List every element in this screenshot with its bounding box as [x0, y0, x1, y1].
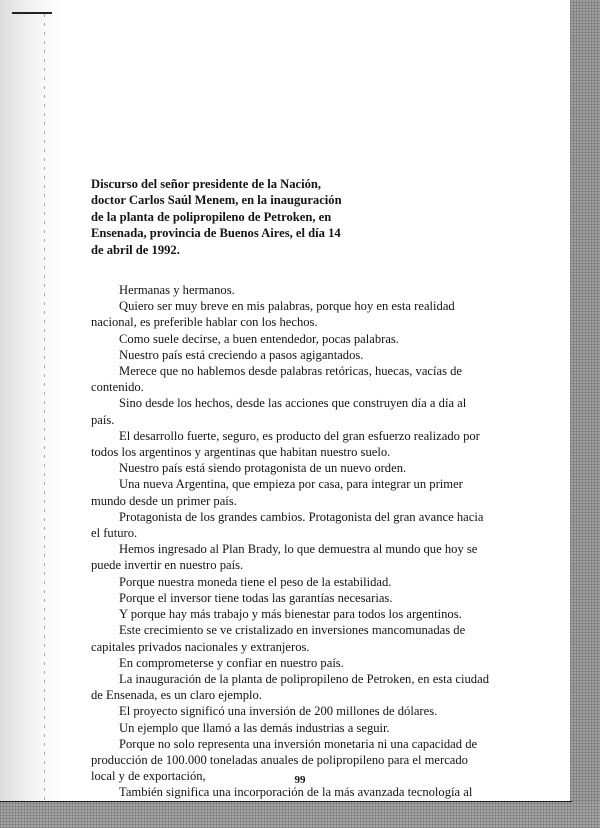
paragraph: El proyecto significó una inversión de 200 millones de dólares. [119, 704, 438, 719]
paragraph: Y porque hay más trabajo y más bienestar para todos los argentinos. [119, 607, 462, 622]
heading-line: Ensenada, provincia de Buenos Aires, el día 14 [91, 226, 341, 241]
scan-bottom-edge [0, 802, 600, 828]
heading-line: de la planta de polipropileno de Petroken, en [91, 209, 332, 224]
scan-corner-mark [12, 12, 52, 40]
paragraph: Nuestro país está siendo protagonista de un nuevo orden. [119, 461, 407, 476]
paragraph: También significa una incorporación de la más avanzada tecnología al [119, 785, 473, 800]
paragraph: Quiero ser muy breve en mis palabras, porque hoy en esta realidad nacional, es preferible hablar con los hechos. [91, 299, 455, 330]
paragraph: Este crecimiento se ve cristalizado en inversiones mancomunadas de capitales privados nacionales y extranjeros. [91, 623, 466, 654]
heading-line: de abril de 1992. [91, 242, 180, 257]
paragraph: Una nueva Argentina, que empieza por casa, para integrar un primer mundo desde un primer país. [91, 477, 463, 508]
paragraph: Un ejemplo que llamó a las demás industrias a seguir. [119, 720, 390, 735]
paragraph: El desarrollo fuerte, seguro, es producto del gran esfuerzo realizado por todos los argentinos y argentinas que habitan nuestro suelo. [91, 428, 480, 460]
paragraph: Porque el inversor tiene todas las garantías necesarias. [119, 590, 393, 605]
scan-right-edge [570, 0, 600, 828]
document-heading [91, 176, 491, 258]
paragraph: Hermanas y hermanos. [119, 283, 235, 298]
scan-binding-line [44, 14, 45, 814]
paragraph: La inauguración de la planta de polipropileno de Petroken, en esta ciudad de Ensenada, es un claro ejemplo. [91, 671, 489, 703]
paragraph: Protagonista de los grandes cambios. Protagonista del gran avance hacia el futuro. [91, 509, 484, 541]
paragraph: Sino desde los hechos, desde las acciones que construyen día a día al país. [91, 396, 467, 427]
paragraph: Como suele decirse, a buen entendedor, pocas palabras. [119, 331, 399, 346]
page-content [91, 176, 491, 801]
scan-left-margin [0, 0, 62, 828]
paragraph: Nuestro país está creciendo a pasos agigantados. [119, 347, 364, 362]
page-number: 99 [294, 774, 306, 786]
heading-line: Discurso del señor presidente de la Nación, [91, 177, 322, 191]
paragraph: Porque no solo representa una inversión monetaria ni una capacidad de producción de 100.000 toneladas anuales de polipropileno para el mercado local y de exportación, [91, 736, 478, 784]
speech-body [91, 282, 491, 801]
heading-line: doctor Carlos Saúl Menem, en la inauguración [91, 193, 342, 208]
paragraph: Hemos ingresado al Plan Brady, lo que demuestra al mundo que hoy se puede invertir en nuestro país. [91, 542, 478, 573]
paragraph: En comprometerse y confiar en nuestro país. [119, 655, 344, 670]
paragraph: Merece que no hablemos desde palabras retóricas, huecas, vacías de contenido. [91, 364, 463, 395]
paragraph: Porque nuestra moneda tiene el peso de la estabilidad. [119, 574, 392, 589]
